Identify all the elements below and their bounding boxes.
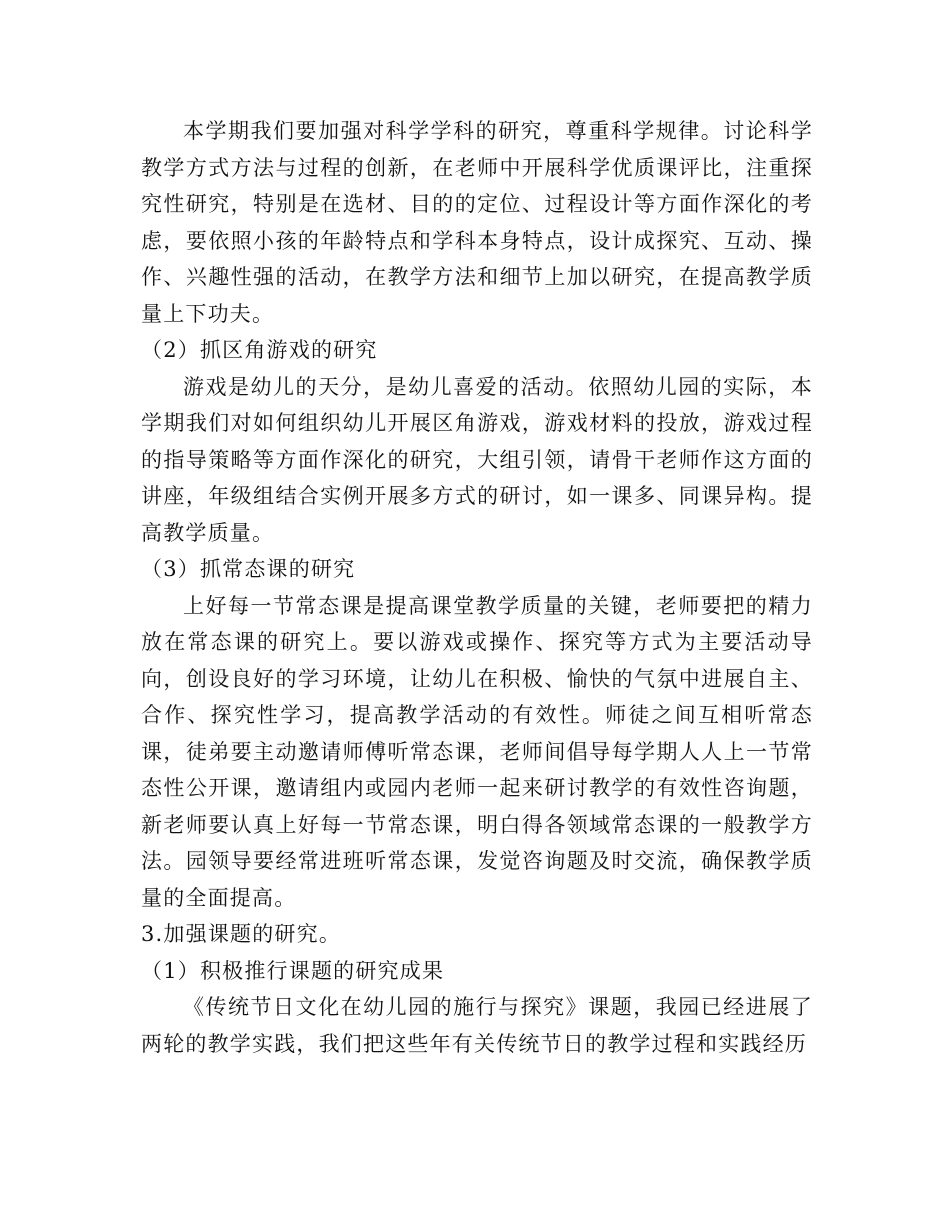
subheading-corner-games: （2）抓区角游戏的研究 [141,338,378,362]
paragraph-science-research: 本学期我们要加强对科学学科的研究，尊重科学规律。讨论科学教学方式方法与过程的创新，在老师中开展科学优质课评比，注重探究性研究，特别是在选材、目的的定位、过程设计等方面作深化的考虑，要依照小孩的年龄特点和学科本身特点，设计成探究、互动、操作、兴趣性强的活动，在教学方法和细节上加以研究，在提高教学质量上下功夫。 [141,119,813,326]
section-heading-topic-research: 3.加强课题的研究。 [141,922,342,946]
paragraph-corner-games: 游戏是幼儿的天分，是幼儿喜爱的活动。依照幼儿园的实际，本学期我们对如何组织幼儿开展区角游戏，游戏材料的投放，游戏过程的指导策略等方面作深化的研究，大组引领，请骨干老师作这方面的讲座，年级组结合实例开展多方式的研讨，如一课多、同课异构。提高教学质量。 [141,374,813,545]
paragraph-traditional-festivals: 《传统节日文化在幼儿园的施行与探究》课题，我园已经进展了两轮的教学实践，我们把这些年有关传统节日的教学过程和实践经历 [141,995,813,1056]
subheading-promote-results: （1）积极推行课题的研究成果 [141,958,445,983]
subheading-regular-class: （3）抓常态课的研究 [141,557,356,581]
paragraph-regular-class: 上好每一节常态课是提高课堂教学质量的关键，老师要把的精力放在常态课的研究上。要以游戏或操作、探究等方式为主要活动导向，创设良好的学习环境，让幼儿在积极、愉快的气氛中进展自主、合作、探究性学习，提高教学活动的有效性。师徒之间互相听常态课，徒弟要主动邀请师傅听常态课，老师间倡导每学期人人上一节常态性公开课，邀请组内或园内老师一起来研讨教学的有效性咨询题，新老师要认真上好每一节常态课，明白得各领域常态课的一般教学方法。园领导要经常进班听常态课，发觉咨询题及时交流，确保教学质量的全面提高。 [141,593,813,910]
document-body [141,113,813,1062]
